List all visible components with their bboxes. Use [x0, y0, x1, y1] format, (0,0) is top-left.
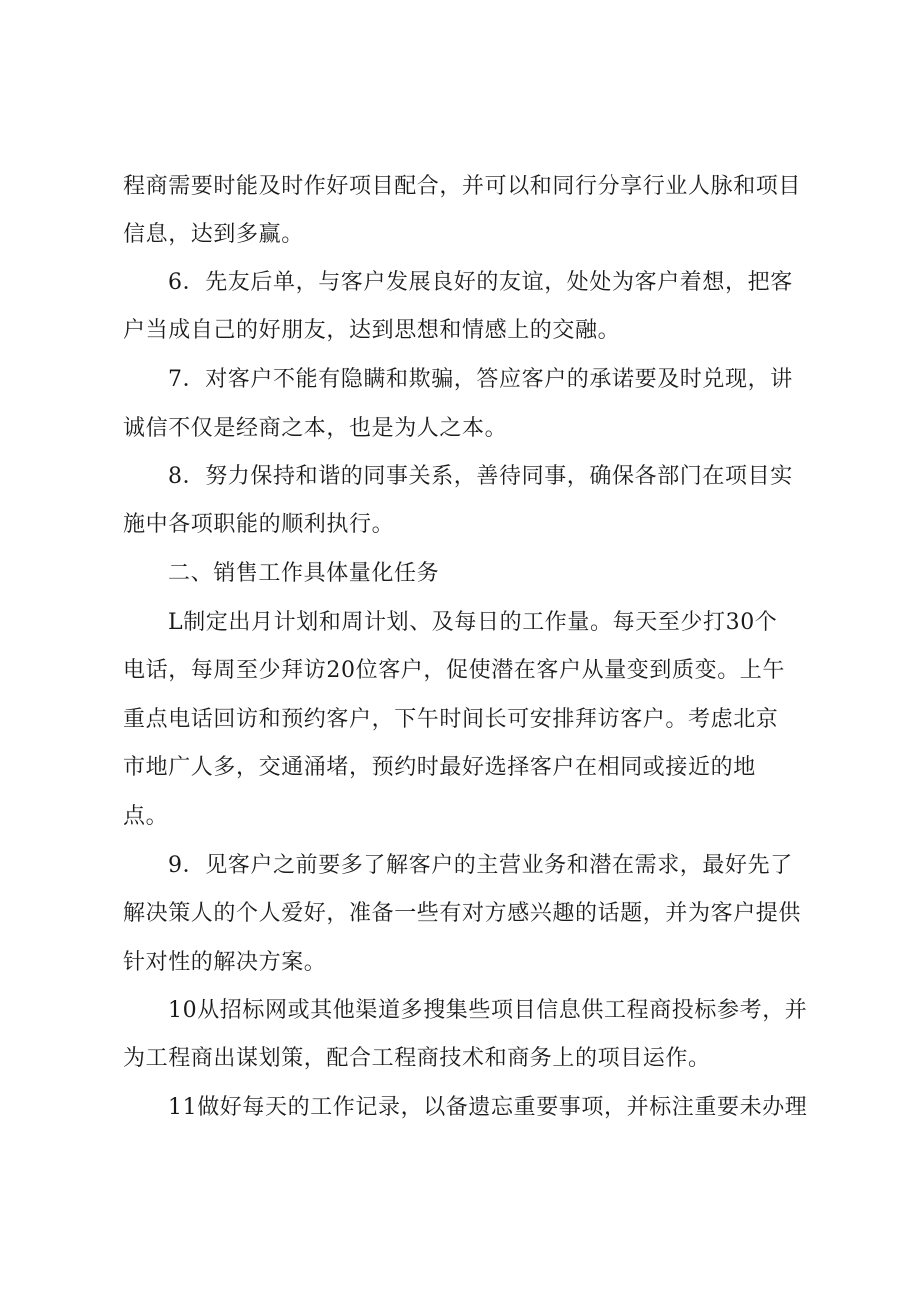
paragraph-11-line-1: 11做好每天的工作记录，以备遗忘重要事项，并标注重要未办理: [168, 1095, 808, 1120]
task-1-line-1: L制定出月计划和周计划、及每日的工作量。每天至少打30个: [168, 610, 778, 635]
section-heading: 二、销售工作具体量化任务: [168, 561, 440, 586]
text-line: 针对性的解决方案。: [123, 950, 327, 975]
text-line: 为工程商出谋划策，配合工程商技术和商务上的项目运作。: [123, 1046, 711, 1071]
text-line: 市地广人多，交通涌堵，预约时最好选择客户在相同或接近的地: [123, 755, 756, 780]
text-line: 户当成自己的好朋友，达到思想和情感上的交融。: [123, 318, 621, 343]
paragraph-7-line-1: 7．对客户不能有隐瞒和欺骗，答应客户的承诺要及时兑现，讲: [168, 367, 793, 392]
paragraph-10-line-1: 10从招标网或其他渠道多搜集些项目信息供工程商投标参考，并: [168, 998, 808, 1023]
paragraph-8-line-1: 8．努力保持和谐的同事关系，善待同事，确保各部门在项目实: [168, 464, 793, 489]
text-line: 诚信不仅是经商之本，也是为人之本。: [123, 416, 508, 441]
text-line: 重点电话回访和预约客户，下午时间长可安排拜访客户。考虑北京: [123, 707, 779, 732]
text-line: 解决策人的个人爱好，准备一些有对方感兴趣的话题，并为客户提供: [123, 901, 802, 926]
paragraph-6-line-1: 6．先友后单，与客户发展良好的友谊，处处为客户着想，把客: [168, 270, 793, 295]
paragraph-9-line-1: 9．见客户之前要多了解客户的主营业务和潜在需求，最好先了: [168, 853, 793, 878]
text-line: 施中各项职能的顺利执行。: [123, 512, 395, 537]
text-line: 信息，达到多赢。: [123, 222, 304, 247]
text-line: 程商需要时能及时作好项目配合，并可以和同行分享行业人脉和项目: [123, 174, 802, 199]
text-line: 点。: [123, 804, 169, 829]
text-line: 电话，每周至少拜访20位客户，促使潜在客户从量变到质变。上午: [123, 658, 785, 683]
